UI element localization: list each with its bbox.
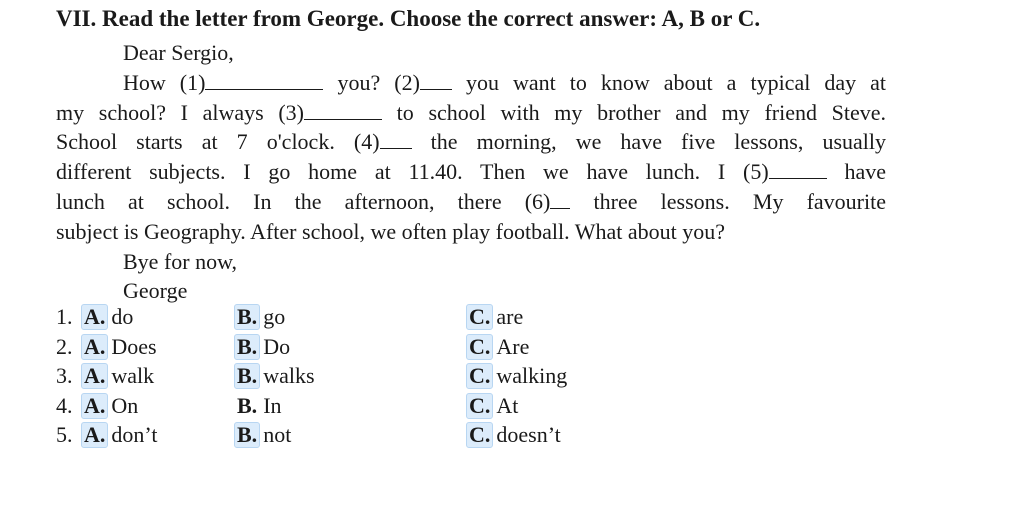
option-text: doesn’t bbox=[496, 422, 561, 447]
option-b-label: B. bbox=[234, 363, 260, 389]
option-text: walking bbox=[496, 363, 568, 388]
question-number: 3. bbox=[56, 363, 73, 388]
letter-line-4 bbox=[56, 157, 886, 187]
option-text: are bbox=[496, 304, 524, 329]
text-segment: lunch at school. In the afternoon, there (6) bbox=[56, 188, 551, 214]
option-b-label: B. bbox=[234, 334, 260, 360]
letter-closing: Bye for now, bbox=[123, 248, 238, 274]
answer-options bbox=[56, 304, 756, 452]
option-text: walks bbox=[263, 363, 315, 388]
option-c-label: C. bbox=[466, 334, 493, 360]
question-number: 4. bbox=[56, 392, 73, 418]
text-segment: to school with my brother and my friend Steve. bbox=[382, 99, 886, 125]
option-text: don’t bbox=[111, 422, 158, 447]
option-b[interactable] bbox=[234, 363, 315, 389]
option-b-label: B. bbox=[234, 422, 260, 448]
option-text: Do bbox=[263, 333, 291, 359]
question-number: 5. bbox=[56, 422, 73, 447]
option-a[interactable] bbox=[81, 363, 154, 389]
blank-2[interactable] bbox=[420, 72, 452, 90]
option-c[interactable] bbox=[466, 393, 518, 419]
option-text: go bbox=[263, 304, 286, 329]
option-b[interactable] bbox=[234, 304, 285, 330]
option-b-label: B. bbox=[234, 304, 260, 330]
option-text: Are bbox=[496, 333, 530, 359]
question-row bbox=[56, 304, 756, 334]
blank-4[interactable] bbox=[380, 131, 412, 149]
option-c-label: C. bbox=[466, 422, 493, 448]
letter-line-5 bbox=[56, 187, 886, 217]
option-text: On bbox=[111, 392, 139, 418]
letter-body bbox=[56, 38, 886, 306]
question-row bbox=[56, 363, 756, 393]
option-a[interactable] bbox=[81, 304, 133, 330]
option-b[interactable] bbox=[234, 334, 290, 360]
letter-signature: George bbox=[123, 278, 188, 304]
blank-3[interactable] bbox=[304, 102, 382, 120]
letter-greeting: Dear Sergio, bbox=[123, 40, 234, 65]
question-number: 2. bbox=[56, 333, 73, 359]
option-c[interactable] bbox=[466, 422, 561, 448]
letter-line-3 bbox=[56, 127, 886, 157]
text-segment: different subjects. I go home at 11.40. Then we have lunch. I (5) bbox=[56, 159, 769, 185]
option-text: walk bbox=[111, 363, 155, 388]
option-a-label: A. bbox=[81, 363, 108, 389]
text-segment: School starts at 7 o'clock. (4) bbox=[56, 129, 380, 155]
option-text: Does bbox=[111, 333, 157, 359]
letter-line-2 bbox=[56, 98, 886, 128]
option-c[interactable] bbox=[466, 363, 567, 389]
text-segment: you? (2) bbox=[323, 69, 420, 95]
text-segment: you want to know about a typical day at bbox=[451, 69, 887, 95]
option-text: At bbox=[496, 392, 519, 418]
text-segment: my school? I always (3) bbox=[56, 99, 305, 125]
option-a-label: A. bbox=[81, 304, 108, 330]
text-segment: How (1) bbox=[123, 69, 206, 95]
option-a[interactable] bbox=[81, 422, 157, 448]
option-a-label: A. bbox=[81, 422, 108, 448]
option-b[interactable] bbox=[234, 393, 282, 419]
letter-line-6: subject is Geography. After school, we often play football. What about you? bbox=[56, 218, 725, 244]
blank-5[interactable] bbox=[769, 161, 827, 179]
question-row bbox=[56, 422, 756, 452]
option-a-label: A. bbox=[81, 334, 108, 360]
option-b[interactable] bbox=[234, 422, 291, 448]
option-text: do bbox=[111, 304, 134, 329]
option-c[interactable] bbox=[466, 334, 529, 360]
text-segment: have bbox=[826, 159, 886, 185]
option-a[interactable] bbox=[81, 393, 138, 419]
question-row bbox=[56, 393, 756, 423]
exercise-heading: VII. Read the letter from George. Choose the correct answer: A, B or C. bbox=[56, 6, 761, 31]
question-row bbox=[56, 334, 756, 364]
option-a[interactable] bbox=[81, 334, 157, 360]
blank-6[interactable] bbox=[550, 191, 570, 209]
option-c[interactable] bbox=[466, 304, 523, 330]
text-segment: the morning, we have five lessons, usually bbox=[411, 129, 886, 155]
option-text: not bbox=[263, 422, 292, 447]
option-b-label: B. bbox=[237, 392, 258, 418]
option-c-label: C. bbox=[466, 363, 493, 389]
letter-line-1 bbox=[56, 68, 886, 98]
option-c-label: C. bbox=[466, 304, 493, 330]
text-segment: three lessons. My favourite bbox=[570, 188, 887, 214]
option-c-label: C. bbox=[466, 393, 493, 419]
option-a-label: A. bbox=[81, 393, 108, 419]
question-number: 1. bbox=[56, 304, 73, 329]
blank-1[interactable] bbox=[205, 72, 323, 90]
option-text: In bbox=[263, 392, 282, 418]
